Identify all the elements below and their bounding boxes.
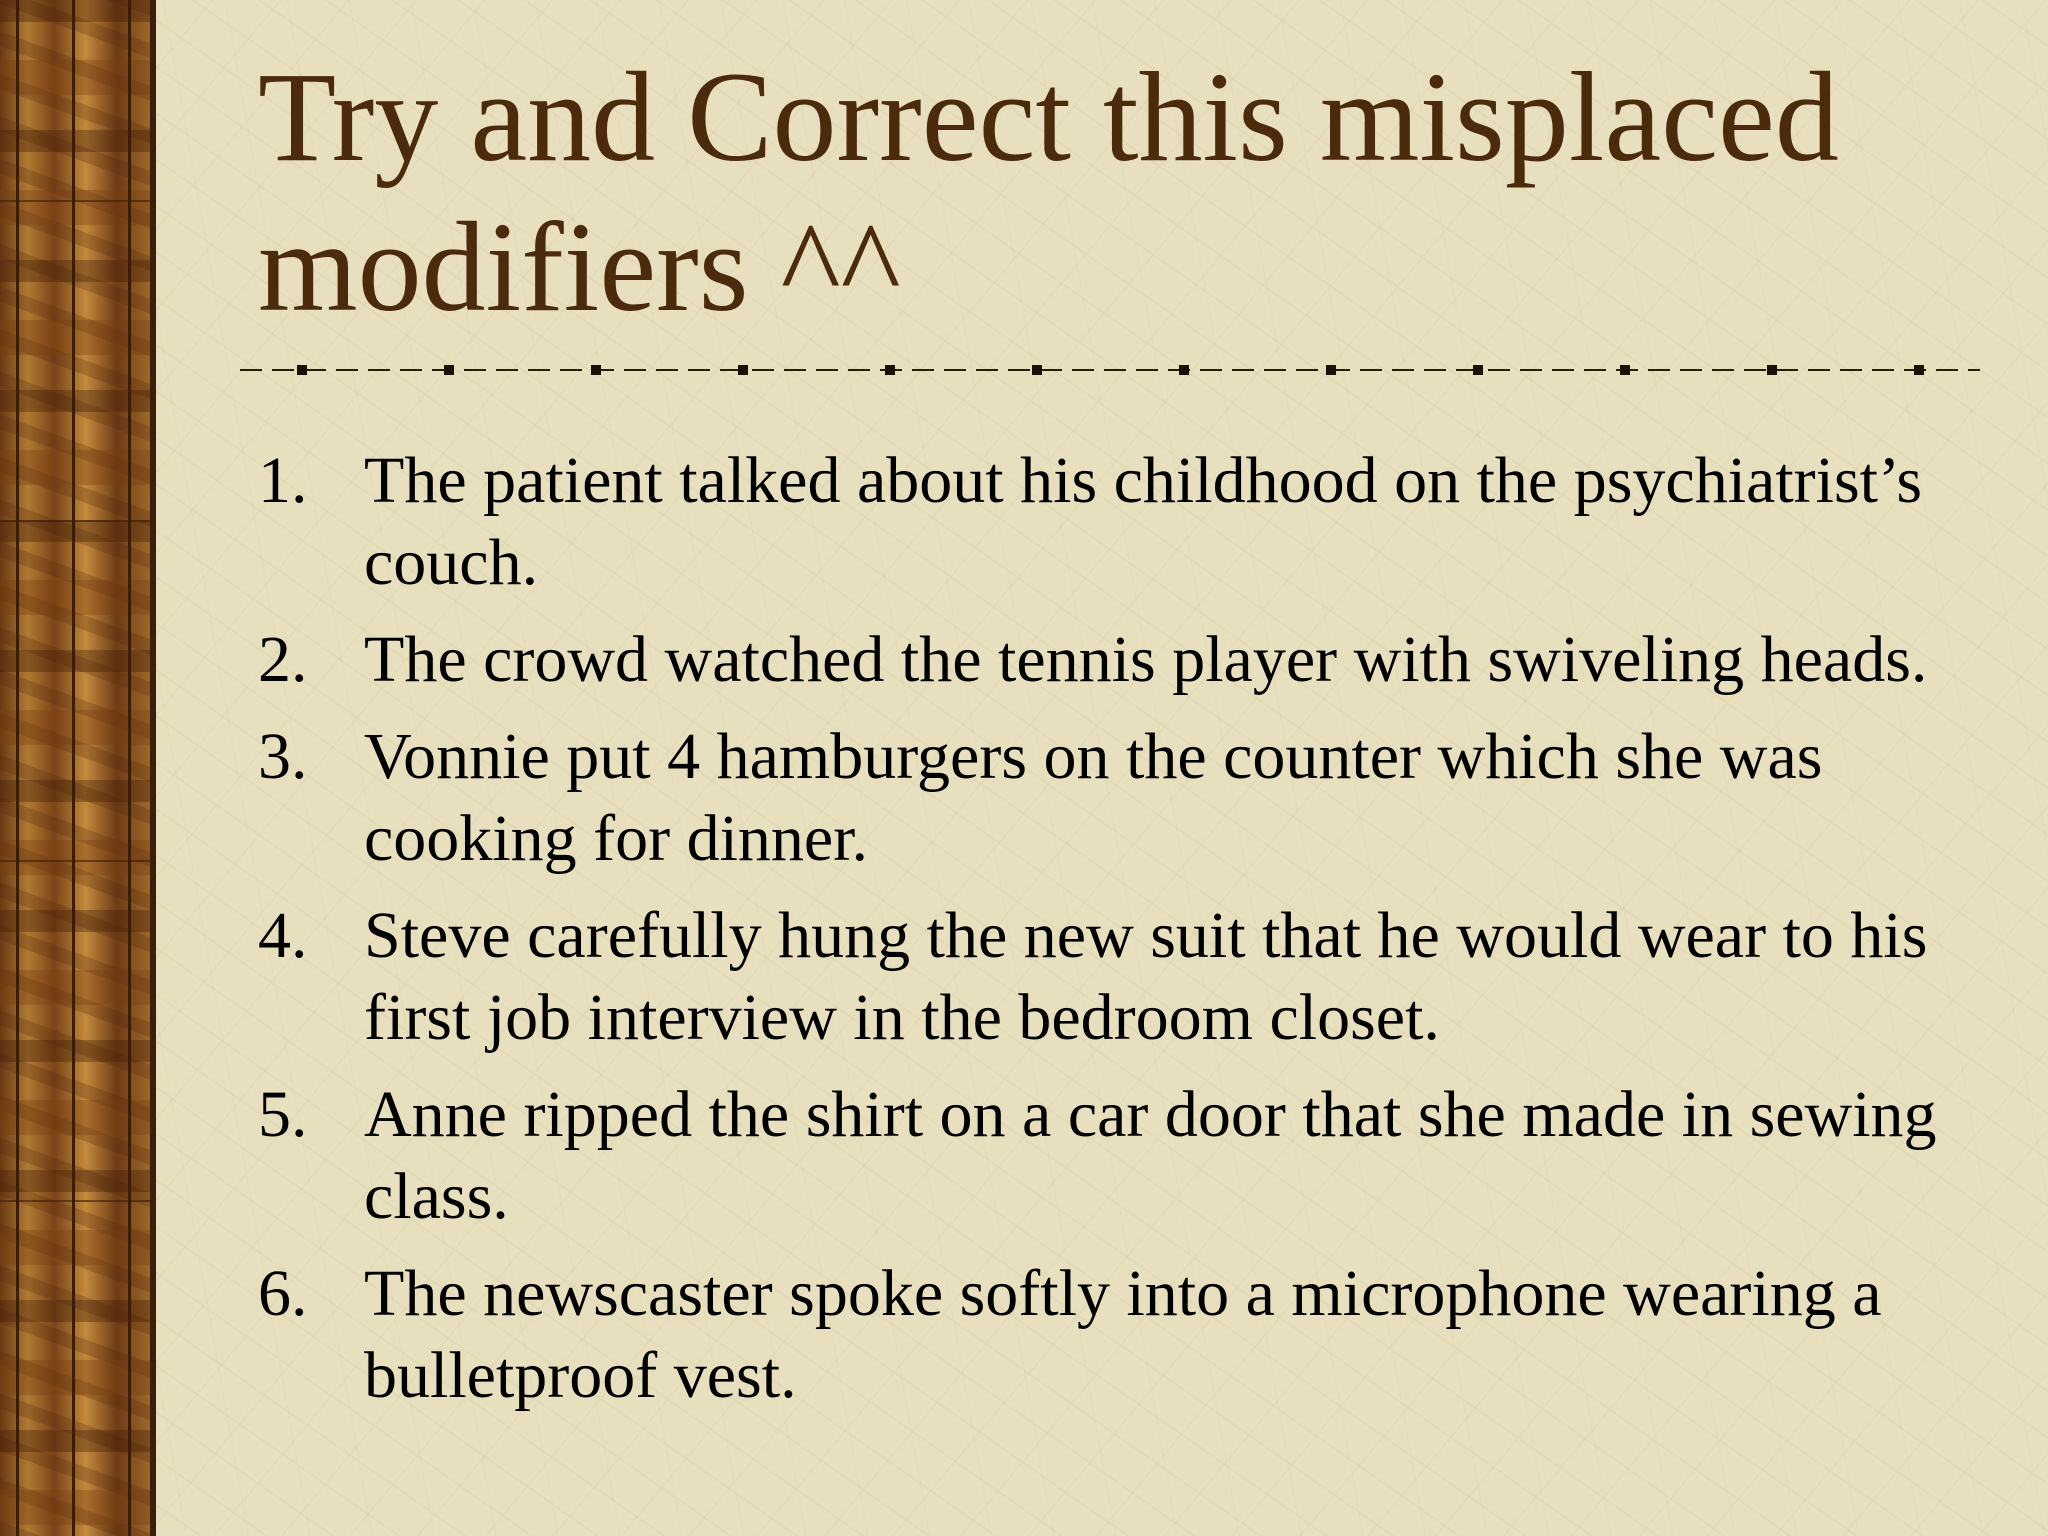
divider-dot: [1620, 365, 1630, 375]
decorative-wood-strip: [0, 0, 156, 1536]
item-number: 4.: [258, 899, 308, 972]
divider-dot: [1326, 365, 1336, 375]
item-number: 3.: [258, 720, 308, 793]
list-item: [258, 716, 1958, 880]
list-item: [258, 1253, 1958, 1417]
strip-line: [16, 0, 19, 1536]
item-number: 2.: [258, 623, 308, 696]
sentence-list: [258, 440, 1958, 1432]
item-text: The patient talked about his childhood on the psychiatrist’s couch.: [364, 444, 1923, 599]
divider-dot: [1032, 365, 1042, 375]
divider-dot: [1767, 365, 1777, 375]
strip-line: [72, 0, 75, 1536]
divider-dot: [1179, 365, 1189, 375]
item-text: Steve carefully hung the new suit that he would wear to his first job interview in the bedroom closet.: [364, 899, 1928, 1054]
divider-dot: [1473, 365, 1483, 375]
strip-line: [128, 0, 131, 1536]
item-text: The newscaster spoke softly into a microphone wearing a bulletproof vest.: [364, 1257, 1882, 1412]
divider-dot: [444, 365, 454, 375]
divider-dot: [1914, 365, 1924, 375]
item-number: 5.: [258, 1078, 308, 1151]
divider-dot: [591, 365, 601, 375]
item-number: 6.: [258, 1257, 308, 1330]
strip-line: [0, 520, 156, 522]
list-item: [258, 895, 1958, 1059]
divider-dot: [885, 365, 895, 375]
item-number: 1.: [258, 444, 308, 517]
list-item: [258, 440, 1958, 604]
dashed-divider: [240, 360, 1980, 380]
divider-dot: [738, 365, 748, 375]
strip-line: [0, 200, 156, 202]
item-text: The crowd watched the tennis player with swiveling heads.: [364, 623, 1928, 696]
divider-dot: [297, 365, 307, 375]
slide-title: Try and Correct this misplaced modifiers ^^: [258, 46, 1839, 338]
item-text: Anne ripped the shirt on a car door that she made in sewing class.: [364, 1078, 1937, 1233]
list-item: [258, 619, 1958, 701]
list-item: [258, 1074, 1958, 1238]
item-text: Vonnie put 4 hamburgers on the counter which she was cooking for dinner.: [364, 720, 1823, 875]
strip-line: [0, 860, 156, 862]
strip-line: [0, 1200, 156, 1202]
strip-edge: [150, 0, 156, 1536]
